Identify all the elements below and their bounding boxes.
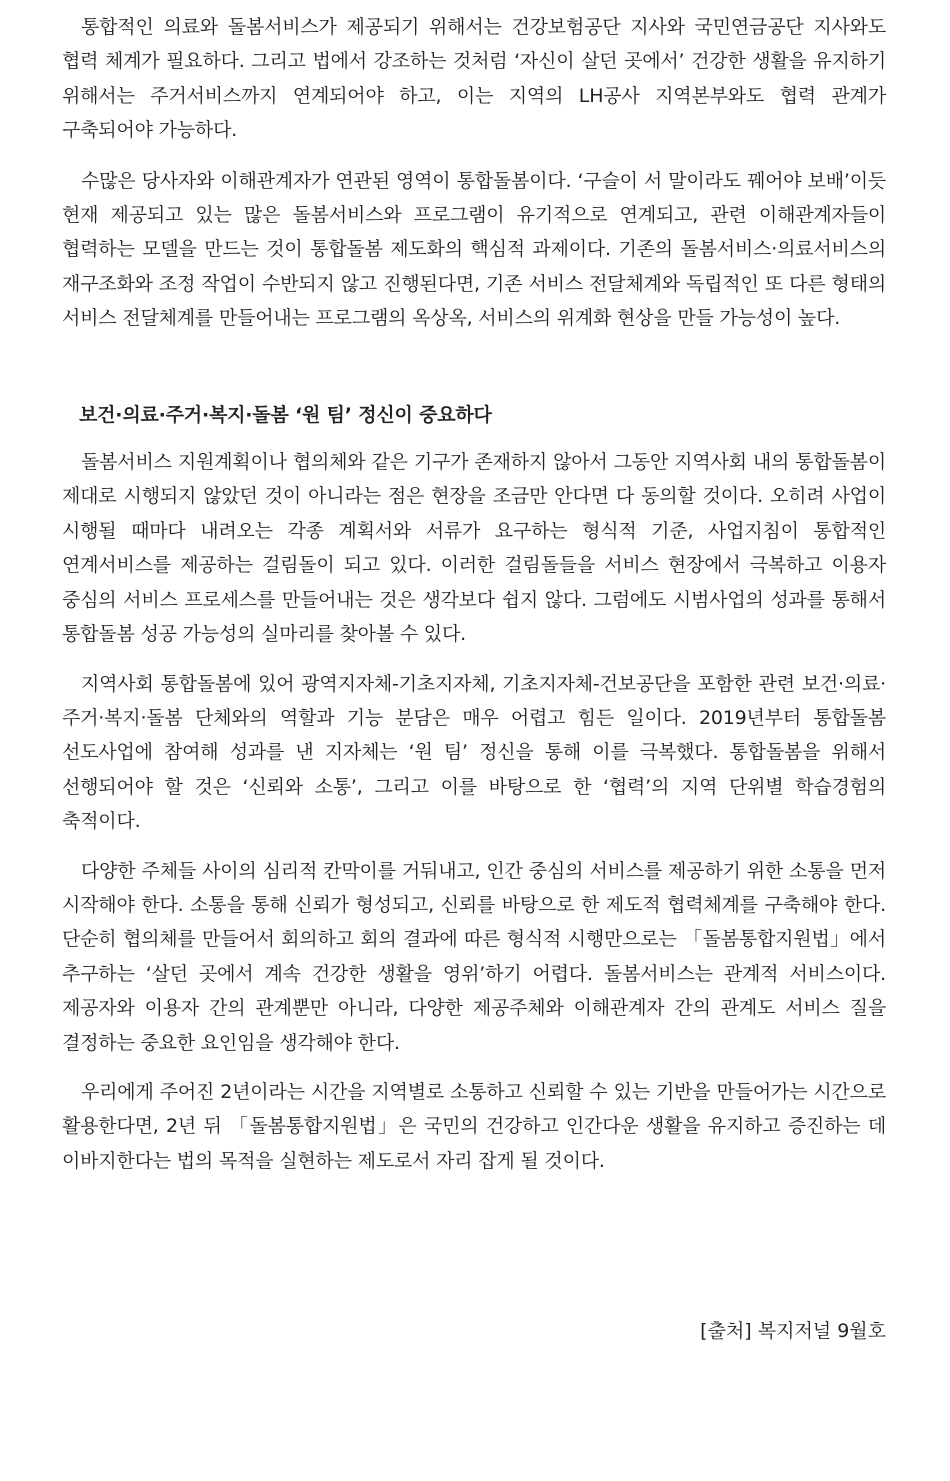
paragraph-intro: 통합적인 의료와 돌봄서비스가 제공되기 위해서는 건강보험공단 지사와 국민연금공단 지사와도 협력 체계가 필요하다. 그리고 법에서 강조하는 것처럼 ‘자신이 살던 곳에서’ 건강한 생활을 유지하기 위해서는 주거서비스까지 연계되어야 하고, 이는 지역의 LH공사 지역본부와도 협력 관계가 구축되어야 가능하다.: [62, 16, 886, 142]
paragraph-support-plan: 돌봄서비스 지원계획이나 협의체와 같은 기구가 존재하지 않아서 그동안 지역사회 내의 통합돌봄이 제대로 시행되지 않았던 것이 아니라는 점은 현장을 조금만 안다면 다 동의할 것이다. 오히려 사업이 시행될 때마다 내려오는 각종 계획서와 서류가 요구하는 형식적 기준, 사업지침이 통합적인 연계서비스를 제공하는 걸림돌이 되고 있다. 이러한 걸림돌들을 서비스 현장에서 극복하고 이용자 중심의 서비스 프로세스를 만들어내는 것은 생각보다 쉽지 않다. 그럼에도 시범사업의 성과를 통해서 통합돌봄 성공 가능성의 실마리를 찾아볼 수 있다.: [62, 451, 886, 646]
paragraph-communication: 다양한 주체들 사이의 심리적 칸막이를 거둬내고, 인간 중심의 서비스를 제공하기 위한 소통을 먼저 시작해야 한다. 소통을 통해 신뢰가 형성되고, 신뢰를 바탕으로 한 제도적 협력체계를 구축해야 한다. 단순히 협의체를 만들어서 회의하고 회의 결과에 따른 형식적 시행만으로는 「돌봄통합지원법」에서 추구하는 ‘살던 곳에서 계속 건강한 생활을 영위’하기 어렵다. 돌봄서비스는 관계적 서비스이다. 제공자와 이용자 간의 관계뿐만 아니라, 다양한 제공주체와 이해관계자 간의 관계도 서비스 질을 결정하는 중요한 요인임을 생각해야 한다.: [62, 859, 886, 1054]
paragraph-one-team: 지역사회 통합돌봄에 있어 광역지자체-기초지자체, 기초지자체-건보공단을 포함한 관련 보건·의료·주거·복지·돌봄 단체와의 역할과 기능 분담은 매우 어렵고 힘든 일이다. 2019년부터 통합돌봄 선도사업에 참여해 성과를 낸 지자체는 ‘원 팀’ 정신을 통해 이를 극복했다. 통합돌봄을 위해서 선행되어야 할 것은 ‘신뢰와 소통’, 그리고 이를 바탕으로 한 ‘협력’의 지역 단위별 학습경험의 축적이다.: [62, 672, 886, 833]
source-citation: [출처] 복지저널 9월호: [700, 1320, 886, 1342]
article-body: [62, 10, 886, 1178]
section-heading: 보건·의료·주거·복지·돌봄 ‘원 팀’ 정신이 중요하다: [79, 403, 492, 426]
paragraph-conclusion: 우리에게 주어진 2년이라는 시간을 지역별로 소통하고 신뢰할 수 있는 기반을 만들어가는 시간으로 활용한다면, 2년 뒤 「돌봄통합지원법」은 국민의 건강하고 인간다운 생활을 유지하고 증진하는 데 이바지한다는 법의 목적을 실현하는 제도로서 자리 잡게 될 것이다.: [62, 1080, 886, 1172]
paragraph-integrated-care: 수많은 당사자와 이해관계자가 연관된 영역이 통합돌봄이다. ‘구슬이 서 말이라도 꿰어야 보배’이듯 현재 제공되고 있는 많은 돌봄서비스와 프로그램이 유기적으로 연계되고, 관련 이해관계자들이 협력하는 모델을 만드는 것이 통합돌봄 제도화의 핵심적 과제이다. 기존의 돌봄서비스·의료서비스의 재구조화와 조정 작업이 수반되지 않고 진행된다면, 기존 서비스 전달체계와 독립적인 또 다른 형태의 서비스 전달체계를 만들어내는 프로그램의 옥상옥, 서비스의 위계화 현상을 만들 가능성이 높다.: [62, 169, 886, 330]
